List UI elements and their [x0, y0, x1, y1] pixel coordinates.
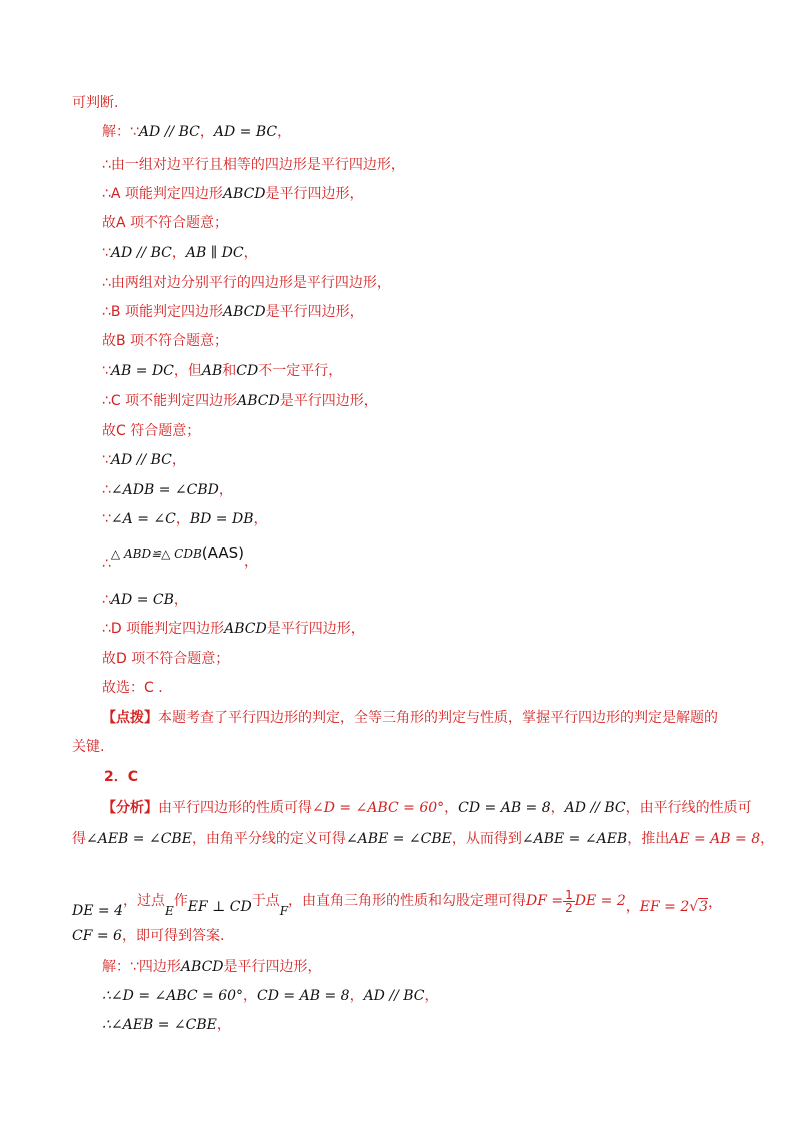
- math: CD = AB = 8: [458, 800, 551, 816]
- text: ，从而得到: [451, 831, 522, 847]
- math: △ ABD≌△ CDB: [110, 547, 202, 561]
- text-line: [102, 184, 364, 204]
- text: ，: [243, 554, 258, 570]
- text: 故D 项不符合题意；: [102, 651, 230, 667]
- text: 故A 项不符合题意；: [102, 215, 229, 231]
- math: AB ∥ DC: [185, 245, 244, 261]
- sqrt-radical: √: [689, 899, 699, 915]
- text-line: [102, 986, 439, 1006]
- text: 本题考查了平行四边形的判定，全等三角形的判定与性质，掌握平行四边形的判定是解题的: [158, 710, 718, 726]
- math: BD = DB: [189, 511, 254, 527]
- because-symbol: ∵: [102, 511, 111, 527]
- math: ABCD: [222, 304, 266, 320]
- math: ∠ADB = ∠CBD: [110, 482, 219, 498]
- math: E: [164, 904, 174, 918]
- text: 故B 项不符合题意；: [102, 333, 229, 349]
- math: EF ⊥ CD: [187, 899, 252, 915]
- math: DF =: [526, 893, 564, 909]
- text-line: [102, 273, 391, 293]
- text: 是平行四边形，: [223, 959, 322, 975]
- text: ，推出: [627, 831, 670, 847]
- answer-heading: 2．C: [104, 769, 139, 785]
- therefore-symbol: ∴: [102, 592, 111, 608]
- math: AD // BC: [110, 245, 172, 261]
- text-line: [102, 450, 186, 470]
- text: ，: [444, 800, 459, 816]
- text-line: [102, 243, 258, 263]
- text-line: [102, 798, 752, 818]
- text: ，: [708, 895, 723, 911]
- math: AB = DC: [110, 363, 174, 379]
- math: ABCD: [180, 959, 224, 975]
- math: EF = 2: [639, 899, 690, 915]
- text: ，: [424, 988, 439, 1004]
- math: AE = AB = 8: [669, 831, 761, 847]
- math: CD: [236, 363, 259, 379]
- therefore-symbol: ∴: [102, 556, 111, 572]
- math: DE = 2: [574, 893, 626, 909]
- text-line: [102, 590, 188, 610]
- text: ，过点: [122, 893, 165, 909]
- text-line: [102, 391, 378, 411]
- text-line: [102, 678, 163, 698]
- math: ∠A = ∠C: [110, 511, 176, 527]
- text-line: [102, 543, 258, 572]
- text-line: [102, 708, 718, 728]
- math: AB: [201, 363, 223, 379]
- text: 是平行四边形，: [265, 304, 364, 320]
- text-line: [102, 619, 365, 639]
- text: ，: [349, 988, 364, 1004]
- math: ∠ABE = ∠CBE: [345, 831, 452, 847]
- because-symbol: ∵: [130, 124, 139, 140]
- text: ∴A 项能判定四边形: [102, 186, 223, 202]
- text: 是平行四边形，: [266, 621, 365, 637]
- question-number: [104, 767, 138, 787]
- text-line: [102, 331, 228, 351]
- text: ，由平行线的性质可: [625, 800, 752, 816]
- text-line: [102, 122, 291, 142]
- math: AD = CB: [110, 592, 174, 608]
- analysis-label: 【分析】: [102, 800, 158, 816]
- text: ，: [216, 1017, 231, 1033]
- math: AD // BC: [110, 452, 172, 468]
- text: 作: [173, 893, 188, 909]
- text: ∴D 项能判定四边形: [102, 621, 225, 637]
- sqrt-radicand: 3: [699, 899, 709, 915]
- math: (AAS): [201, 544, 244, 562]
- text: ，: [171, 452, 186, 468]
- math: CF = 6: [72, 928, 122, 944]
- text: 解：∵四边形: [102, 959, 181, 975]
- text: 得: [72, 831, 86, 847]
- remark-label: 【点拨】: [102, 710, 158, 726]
- because-symbol: ∵: [102, 452, 111, 468]
- text: 由平行四边形的性质可得: [158, 800, 312, 816]
- fraction: [563, 889, 575, 914]
- text: ∴B 项能判定四边形: [102, 304, 223, 320]
- text-line: [102, 957, 322, 977]
- text: ，即可得到答案.: [121, 928, 225, 944]
- math: ∴∠D = ∠ABC = 60°: [102, 988, 244, 1004]
- text: ，: [199, 124, 214, 140]
- math: ∴∠AEB = ∠CBE: [102, 1017, 217, 1033]
- text: ∴由一组对边平行且相等的四边形是平行四边形，: [102, 157, 405, 173]
- math: ABCD: [237, 393, 280, 409]
- text: ，但: [173, 363, 202, 379]
- text: ，: [550, 800, 565, 816]
- text-line: [72, 737, 104, 757]
- text: ，: [625, 899, 640, 915]
- text: ，: [760, 831, 775, 847]
- text: 解：: [102, 124, 130, 140]
- text: ，: [243, 988, 258, 1004]
- text-line: [72, 926, 224, 946]
- text: ∴C 项不能判定四边形: [102, 393, 238, 409]
- text-line: [72, 93, 118, 113]
- math: AD // BC: [564, 800, 626, 816]
- math: AD = BC: [213, 124, 278, 140]
- math: ∠ABE = ∠AEB: [521, 831, 628, 847]
- text: ，: [171, 245, 186, 261]
- text: ，: [243, 245, 258, 261]
- fraction-numerator: 1: [565, 887, 573, 902]
- math: DE = 4: [72, 903, 123, 919]
- text-line: [102, 213, 228, 233]
- text: ，由角平分线的定义可得: [191, 831, 346, 847]
- text-line: [102, 509, 268, 529]
- text-line: [102, 421, 200, 441]
- text-line: [102, 480, 233, 500]
- text: 可判断.: [72, 95, 119, 111]
- fraction-denominator: 2: [565, 900, 573, 915]
- math: ABCD: [224, 621, 267, 637]
- math: ∠AEB = ∠CBE: [86, 831, 192, 847]
- text: ，由直角三角形的性质和勾股定理可得: [288, 893, 527, 909]
- therefore-symbol: ∴: [102, 482, 111, 498]
- because-symbol: ∵: [102, 363, 111, 379]
- text: ，: [173, 592, 188, 608]
- text: 故选：C .: [102, 680, 163, 696]
- math: ABCD: [222, 186, 266, 202]
- text: ，: [218, 482, 233, 498]
- text-line: [72, 829, 774, 849]
- text: ，: [175, 511, 190, 527]
- text: 是平行四边形，: [279, 393, 378, 409]
- text: 关键.: [72, 739, 105, 755]
- text: 于点: [251, 893, 280, 909]
- math: AD // BC: [363, 988, 425, 1004]
- math: CD = AB = 8: [257, 988, 350, 1004]
- text: 是平行四边形，: [265, 186, 364, 202]
- text-line: [102, 649, 229, 669]
- math: F: [279, 904, 289, 918]
- because-symbol: ∵: [102, 245, 111, 261]
- math: ∠D = ∠ABC = 60°: [312, 800, 445, 816]
- text: 故C 符合题意；: [102, 423, 201, 439]
- text-line: [102, 302, 364, 322]
- text-line: [102, 1015, 231, 1035]
- text: 和: [222, 363, 237, 379]
- text: ，: [253, 511, 268, 527]
- text-line: [102, 155, 405, 175]
- text-line: [102, 361, 342, 381]
- text: ，: [277, 124, 292, 140]
- math: AD // BC: [138, 124, 200, 140]
- text-line: [72, 886, 723, 919]
- text: 不一定平行，: [258, 363, 343, 379]
- text: ∴由两组对边分别平行的四边形是平行四边形，: [102, 275, 391, 291]
